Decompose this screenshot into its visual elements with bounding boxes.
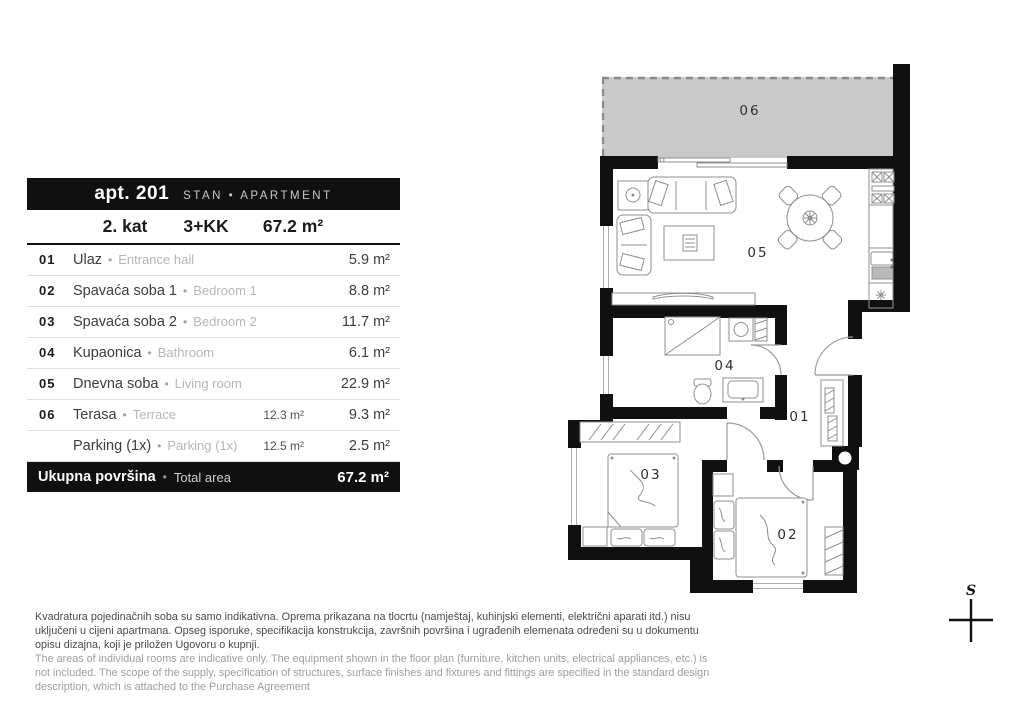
table-row <box>27 400 400 431</box>
total-value: 67.2 m² <box>337 468 389 486</box>
room-gross-area: 12.5 m² <box>263 439 304 453</box>
bullet-separator: • <box>122 408 127 422</box>
floor-plan <box>545 50 1015 650</box>
bullet-separator: • <box>183 315 188 329</box>
room-name-en: Bathroom <box>157 345 215 360</box>
apartment-number: apt. 201 <box>94 183 170 204</box>
room-name-hr: Terasa <box>73 407 117 423</box>
room-area: 5.9 m² <box>348 252 390 268</box>
bath-sink <box>723 378 763 402</box>
table-row-parking <box>27 431 400 462</box>
compass-letter: S <box>965 583 977 599</box>
entry-door <box>815 337 853 375</box>
disclaimer <box>35 611 713 694</box>
window-living-left <box>600 226 613 288</box>
stove-icon <box>872 172 894 203</box>
room-area: 11.7 m² <box>341 314 390 330</box>
sofa-large <box>648 177 736 213</box>
bullet-separator: • <box>108 253 113 267</box>
living-room-furniture <box>612 177 843 305</box>
room-name-en: Parking (1x) <box>167 438 238 453</box>
bedroom2-furniture <box>580 422 680 546</box>
window-bedroom1-bottom <box>753 580 803 593</box>
compass-north-indicator <box>949 583 993 642</box>
room-name-en: Bedroom 2 <box>193 314 257 329</box>
room-area: 2.5 m² <box>348 438 390 454</box>
room-number: 01 <box>39 252 56 267</box>
table-summary-row <box>27 210 400 245</box>
side-table <box>618 181 648 210</box>
terrace-sliding-door <box>658 158 787 167</box>
room-name-en: Entrance hall <box>118 252 195 267</box>
total-label-en: Total area <box>173 469 231 485</box>
coffee-table <box>664 226 714 260</box>
room-name-en: Living room <box>174 376 242 391</box>
hob-symbol-icon <box>876 290 886 300</box>
hall-wardrobe <box>821 380 843 446</box>
room-name-en: Bedroom 1 <box>193 283 257 298</box>
table-row <box>27 369 400 400</box>
terrace-area <box>602 77 895 158</box>
bullet-separator: • <box>147 346 152 360</box>
room-name-hr: Spavaća soba 1 <box>73 283 177 299</box>
hall-door <box>727 423 764 460</box>
hallway <box>789 380 843 446</box>
room-number: 05 <box>39 376 56 391</box>
disclaimer-croatian: Kvadratura pojedinačnih soba su samo indikativna. Oprema prikazana na tlocrtu (namještaj, kuhinjski elementi, električni aparati itd.) nisu uključeni u cijeni apartmana. Opseg isporuke, specifikacija konstrukcija, završnih površina i ugrađenih elemenata određeni su u dokumentu opisu dizajna, koji je priložen Ugovoru o kupnji. <box>35 611 699 651</box>
toilet <box>694 379 711 404</box>
room-area: 6.1 m² <box>348 345 390 361</box>
bedroom2-wardrobe <box>580 422 680 442</box>
total-area-bar <box>27 462 400 492</box>
room-number: 03 <box>39 314 56 329</box>
washing-machine <box>729 318 753 341</box>
sofa-small <box>617 215 651 275</box>
room-label-living: 05 <box>747 245 769 261</box>
table-row <box>27 307 400 338</box>
bathroom-door <box>751 345 781 375</box>
bullet-separator: • <box>183 284 188 298</box>
layout-label: 3+KK <box>183 216 229 236</box>
bullet-separator: • <box>164 377 169 391</box>
room-name-hr: Ulaz <box>73 252 103 268</box>
room-label-hall: 01 <box>789 409 811 425</box>
bedroom1-wardrobe <box>825 527 843 575</box>
bedroom1-furniture <box>713 474 843 577</box>
window-bathroom-left <box>600 356 613 394</box>
room-label-terrace: 06 <box>739 103 761 119</box>
total-area-label: 67.2 m² <box>262 216 324 236</box>
table-row <box>27 276 400 307</box>
shower <box>665 317 720 355</box>
bullet-separator: • <box>162 470 167 484</box>
window-bedroom2-left <box>568 448 581 525</box>
room-area: 9.3 m² <box>348 407 390 423</box>
room-area: 8.8 m² <box>348 283 390 299</box>
room-label-bedroom1: 02 <box>777 527 799 543</box>
shaft-symbol <box>832 446 859 470</box>
room-number: 06 <box>39 407 56 422</box>
floor-label: 2. kat <box>102 216 148 236</box>
apartment-table <box>27 178 400 492</box>
bedroom1-door <box>779 466 813 500</box>
table-flower-icon <box>803 211 817 225</box>
bathroom-fixtures <box>665 317 767 404</box>
room-name-hr: Parking (1x) <box>73 438 152 454</box>
apartment-type-label: STAN • APARTMENT <box>183 189 333 202</box>
bench <box>583 527 607 546</box>
room-label-bathroom: 04 <box>714 358 736 374</box>
kitchen <box>869 169 894 308</box>
table-header-bar <box>27 178 400 210</box>
dining-set <box>777 185 844 251</box>
tv-board <box>612 293 755 305</box>
disclaimer-english: The areas of individual rooms are indicative only. The equipment shown in the floor plan (furniture, kitchen units, electrical appliances, etc.) is not included. The scope of the supply, specification of structures, surface finishes and fixtures and fittings are specified in the standard design description, which is attached to the Purchase Agreement <box>35 652 710 693</box>
bullet-separator: • <box>157 439 162 453</box>
sink-icon <box>871 252 894 279</box>
room-name-hr: Dnevna soba <box>73 376 159 392</box>
room-area: 22.9 m² <box>340 376 390 392</box>
room-name-en: Terrace <box>132 407 177 422</box>
room-name-hr: Spavaća soba 2 <box>73 314 177 330</box>
room-number: 02 <box>39 283 56 298</box>
table-row <box>27 245 400 276</box>
room-name-hr: Kupaonica <box>73 345 142 361</box>
nightstand <box>713 474 733 496</box>
bath-cabinet <box>755 318 767 341</box>
total-label-hr: Ukupna površina <box>38 469 156 485</box>
room-gross-area: 12.3 m² <box>263 408 304 422</box>
table-row <box>27 338 400 369</box>
room-number: 04 <box>39 345 56 360</box>
room-label-bedroom2: 03 <box>640 467 662 483</box>
